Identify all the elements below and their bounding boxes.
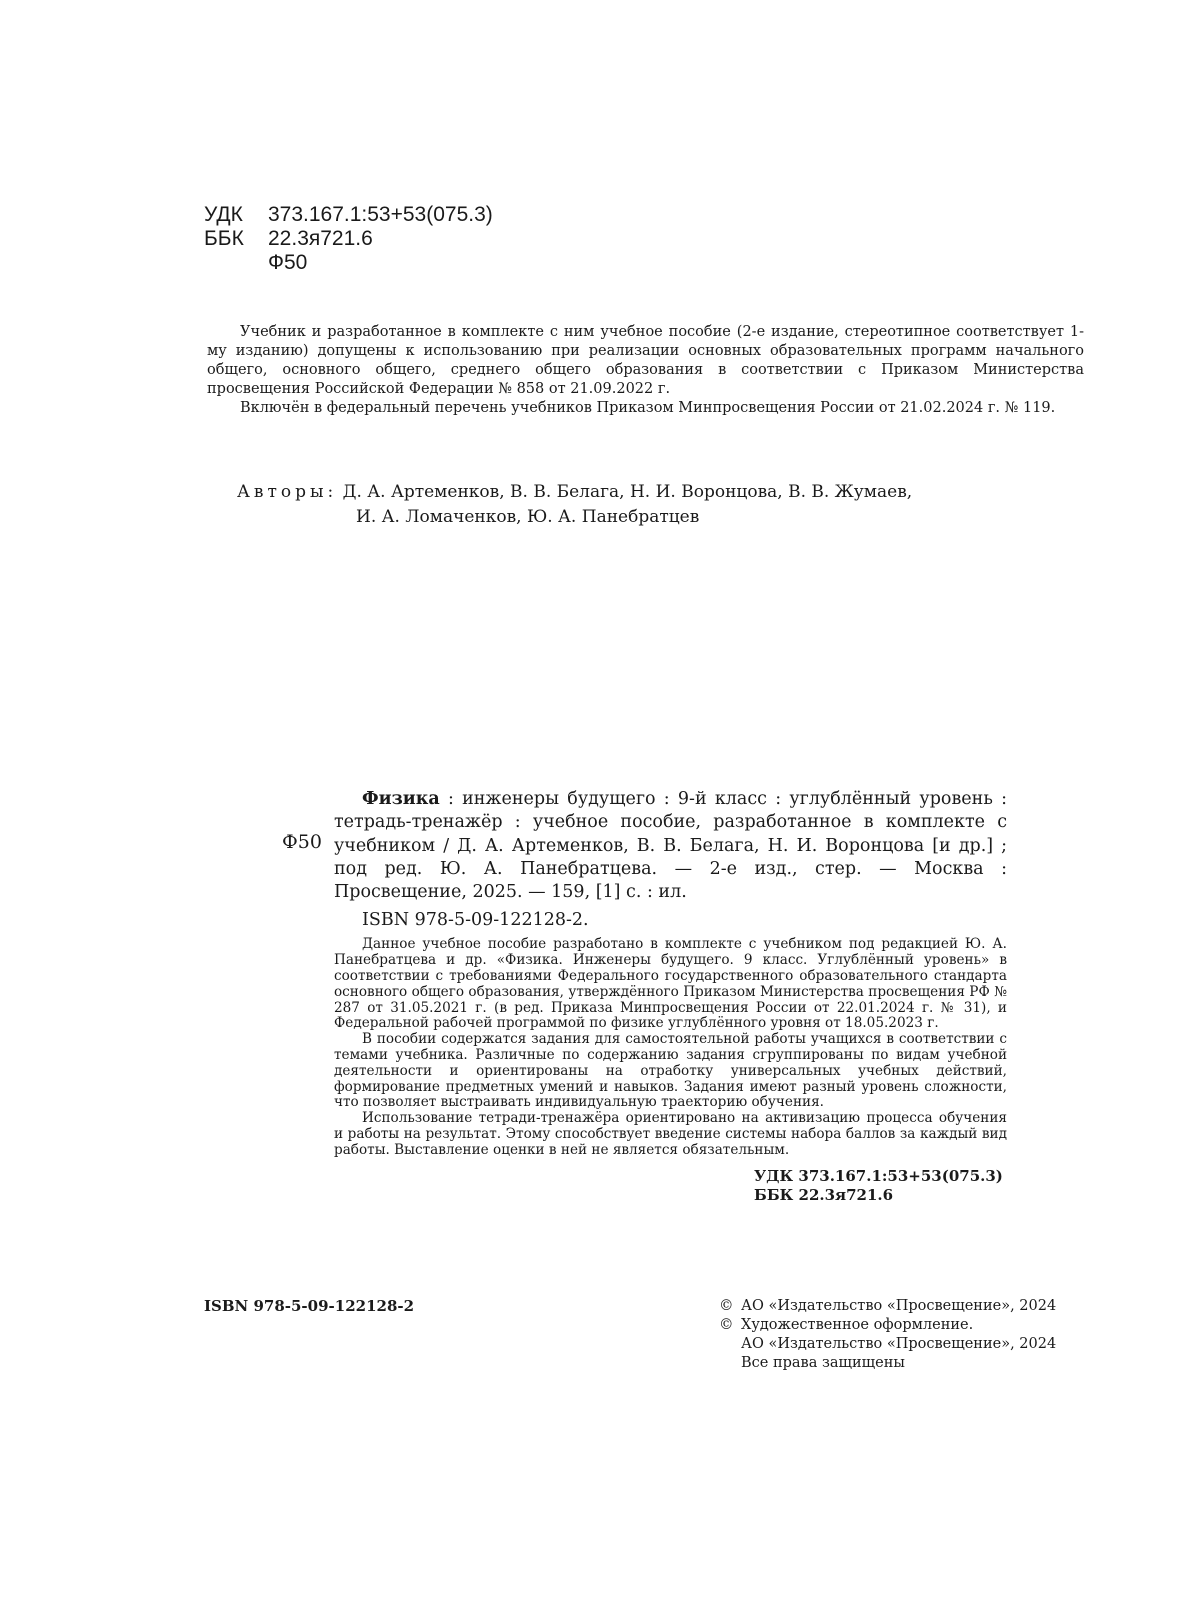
copyright-symbol-1: © bbox=[719, 1298, 734, 1314]
copyright-line-1 bbox=[719, 1297, 1099, 1316]
bbk-value: 22.3я721.6 bbox=[268, 227, 373, 250]
approval-paragraph: Учебник и разработанное в комплекте с ним учебное пособие (2-е издание, стереотипное соответствует 1-му изданию) допущены к использованию при реализации основных образовательных программ начального общего, основного общего, среднего общего образования в соответствии с Приказом Министерства просвещения Российской Федерации № 858 от 21.09.2022 г. bbox=[207, 324, 1084, 397]
authors-line-1 bbox=[237, 480, 1097, 505]
udk-line bbox=[204, 203, 493, 227]
card-codes bbox=[754, 1167, 1007, 1205]
isbn-bottom: ISBN 978-5-09-122128-2 bbox=[204, 1297, 415, 1315]
approval-notice bbox=[207, 323, 1084, 418]
copyright-design: Художественное оформление. bbox=[741, 1317, 974, 1333]
udk-label: УДК bbox=[204, 203, 243, 226]
bbk-line bbox=[204, 227, 373, 251]
card-bbk: ББК 22.3я721.6 bbox=[754, 1185, 894, 1204]
annotation-paragraph-2: В пособии содержатся задания для самостоятельной работы учащихся в соответствии с темами учебника. Различные по содержанию задания сгруппированы по видам учебной деятельности и ориентированы на отработку универсальных учебных действий, формирование предметных умений и навыков. Задания имеют разный уровень сложности, что позволяет выстраивать индивидуальную траекторию обучения. bbox=[334, 1031, 1007, 1111]
federal-list-paragraph: Включён в федеральный перечень учебников Приказом Минпросвещения России от 21.02.2024 г. № 119. bbox=[240, 400, 1056, 416]
rights-reserved: Все права защищены bbox=[741, 1355, 905, 1371]
copyright-block bbox=[719, 1297, 1099, 1373]
bbk-label: ББК bbox=[204, 227, 244, 250]
annotation-paragraph-1: Данное учебное пособие разработано в комплекте с учебником под редакцией Ю. А. Панебратцева и др. «Физика. Инженеры будущего. 9 класс. Углублённый уровень» в соответствии с требованиями Федерального государственного образовательного стандарта основного общего образования, утверждённого Приказом Министерства просвещения РФ № 287 от 31.05.2021 г. (в ред. Приказа Минпросвещения России от 22.01.2024 г. № 31), и Федеральной рабочей программой по физике углублённого уровня от 18.05.2023 г. bbox=[334, 936, 1007, 1032]
copyright-line-2 bbox=[719, 1316, 1099, 1335]
card-author-sign: Ф50 bbox=[282, 831, 322, 853]
authors-label: Авторы: bbox=[237, 482, 338, 502]
copyright-publisher: АО «Издательство «Просвещение», 2024 bbox=[741, 1298, 1057, 1314]
bibliographic-description bbox=[334, 788, 1007, 904]
copyright-symbol-2: © bbox=[719, 1317, 734, 1333]
authors-names-1: Д. А. Артеменков, В. В. Белага, Н. И. Воронцова, В. В. Жумаев, bbox=[342, 482, 913, 502]
book-title: Физика bbox=[362, 789, 440, 809]
bibliographic-rest: : инженеры будущего : 9-й класс : углублённый уровень : тетрадь-тренажёр : учебное пособие, разработанное в комплекте с учебником / Д. А. Артеменков, В. В. Белага, Н. И. Воронцова [и др.] ; под ред. Ю. А. Панебратцева. — 2-е изд., стер. — Москва : Просвещение, 2025. — 159, [1] с. : ил. bbox=[334, 789, 1007, 903]
card-isbn: ISBN 978-5-09-122128-2. bbox=[362, 910, 589, 931]
authors-block bbox=[237, 480, 1097, 530]
udk-value: 373.167.1:53+53(075.3) bbox=[268, 203, 493, 226]
card-udk: УДК 373.167.1:53+53(075.3) bbox=[754, 1166, 1003, 1185]
annotation-paragraph-3: Использование тетради-тренажёра ориентировано на активизацию процесса обучения и работы на результат. Этому способствует введение системы набора баллов за каждый вид работы. Выставление оценки в ней не является обязательным. bbox=[334, 1110, 1007, 1158]
author-sign: Ф50 bbox=[268, 251, 308, 274]
copyright-design-publisher: АО «Издательство «Просвещение», 2024 bbox=[741, 1336, 1057, 1352]
catalogue-card bbox=[334, 788, 1007, 1205]
authors-names-2: И. А. Ломаченков, Ю. А. Панебратцев bbox=[356, 507, 700, 527]
